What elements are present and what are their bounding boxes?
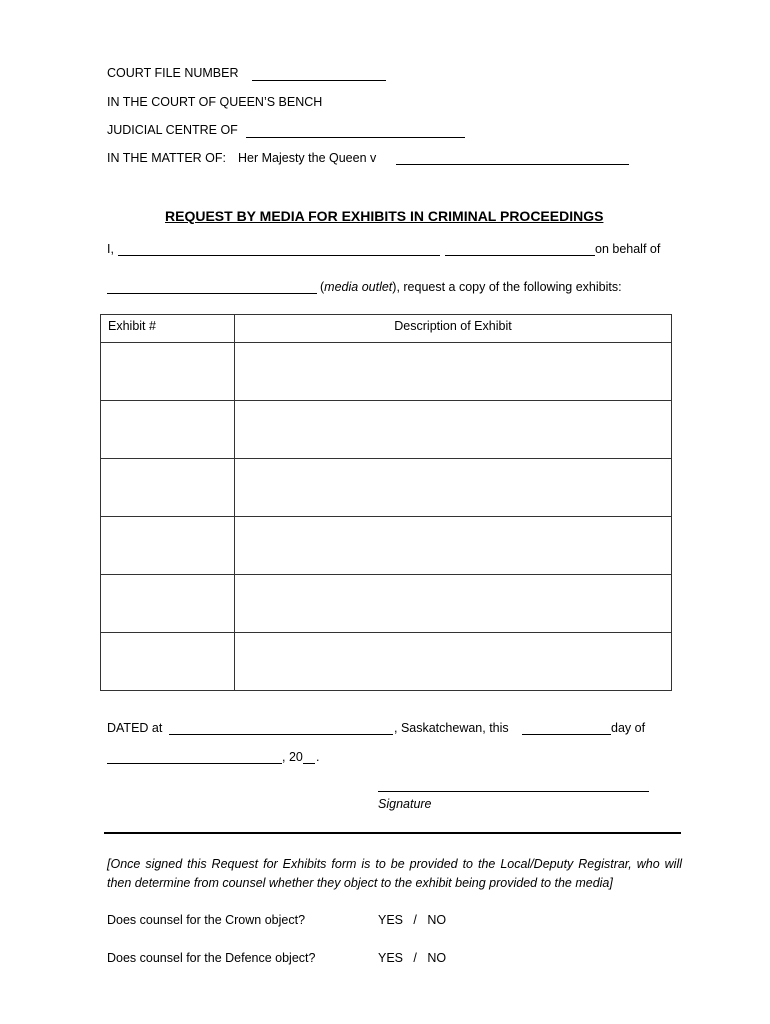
table-row xyxy=(101,343,672,401)
exhibit-description-cell[interactable] xyxy=(235,459,672,517)
year-suffix: . xyxy=(316,750,320,764)
court-file-number-field[interactable] xyxy=(252,80,386,81)
requester-title-field[interactable] xyxy=(445,255,595,256)
request-text: ), request a copy of the following exhibits: xyxy=(392,280,622,294)
month-field[interactable] xyxy=(107,763,282,764)
section-divider xyxy=(104,832,681,834)
exhibit-description-cell[interactable] xyxy=(235,575,672,633)
exhibit-description-cell[interactable] xyxy=(235,633,672,691)
exhibit-number-cell[interactable] xyxy=(101,517,235,575)
province-text: , Saskatchewan, this xyxy=(394,721,509,735)
dated-at-label: DATED at xyxy=(107,721,163,735)
table-row xyxy=(101,575,672,633)
matter-value: Her Majesty the Queen v xyxy=(238,151,377,165)
exhibit-number-cell[interactable] xyxy=(101,459,235,517)
day-field[interactable] xyxy=(522,734,611,735)
defence-object-question: Does counsel for the Defence object? xyxy=(107,951,316,965)
defence-object-answer[interactable]: YES / NO xyxy=(378,951,447,965)
requester-name-field[interactable] xyxy=(118,255,440,256)
exhibit-description-cell[interactable] xyxy=(235,517,672,575)
media-outlet-sentence xyxy=(320,280,622,294)
exhibit-description-cell[interactable] xyxy=(235,401,672,459)
year-prefix: , 20 xyxy=(282,750,303,764)
crown-object-answer[interactable]: YES / NO xyxy=(378,913,447,927)
day-of-label: day of xyxy=(611,721,646,735)
matter-label: IN THE MATTER OF: xyxy=(107,151,226,165)
court-name: IN THE COURT OF QUEEN’S BENCH xyxy=(107,95,323,109)
registrar-notice: [Once signed this Request for Exhibits form is to be provided to the Local/Deputy Registrar, who will then determine from counsel whether they object to the exhibit being provided to the media] xyxy=(107,857,682,890)
table-header-row xyxy=(101,315,672,343)
signature-field[interactable] xyxy=(378,791,649,792)
i-label: I, xyxy=(107,242,114,256)
judicial-centre-field[interactable] xyxy=(246,137,465,138)
dated-location-field[interactable] xyxy=(169,734,393,735)
exhibit-description-cell[interactable] xyxy=(235,343,672,401)
judicial-centre-label: JUDICIAL CENTRE OF xyxy=(107,123,238,137)
exhibit-number-cell[interactable] xyxy=(101,401,235,459)
column-header-exhibit: Exhibit # xyxy=(101,315,235,343)
matter-accused-field[interactable] xyxy=(396,164,629,165)
table-row xyxy=(101,459,672,517)
table-row xyxy=(101,517,672,575)
open-paren: ( xyxy=(320,280,325,294)
court-file-number-label: COURT FILE NUMBER xyxy=(107,66,239,80)
exhibit-number-cell[interactable] xyxy=(101,575,235,633)
media-outlet-field[interactable] xyxy=(107,293,317,294)
media-outlet-label: media outlet xyxy=(324,280,393,294)
exhibits-table xyxy=(100,314,672,691)
table-row xyxy=(101,401,672,459)
on-behalf-of-label: on behalf of xyxy=(595,242,661,256)
exhibit-number-cell[interactable] xyxy=(101,343,235,401)
form-title: REQUEST BY MEDIA FOR EXHIBITS IN CRIMINAL PROCEEDINGS xyxy=(165,208,604,224)
column-header-description: Description of Exhibit xyxy=(235,315,672,343)
crown-object-question: Does counsel for the Crown object? xyxy=(107,913,306,927)
table-row xyxy=(101,633,672,691)
year-field[interactable] xyxy=(303,763,315,764)
exhibit-number-cell[interactable] xyxy=(101,633,235,691)
signature-label: Signature xyxy=(378,797,432,811)
